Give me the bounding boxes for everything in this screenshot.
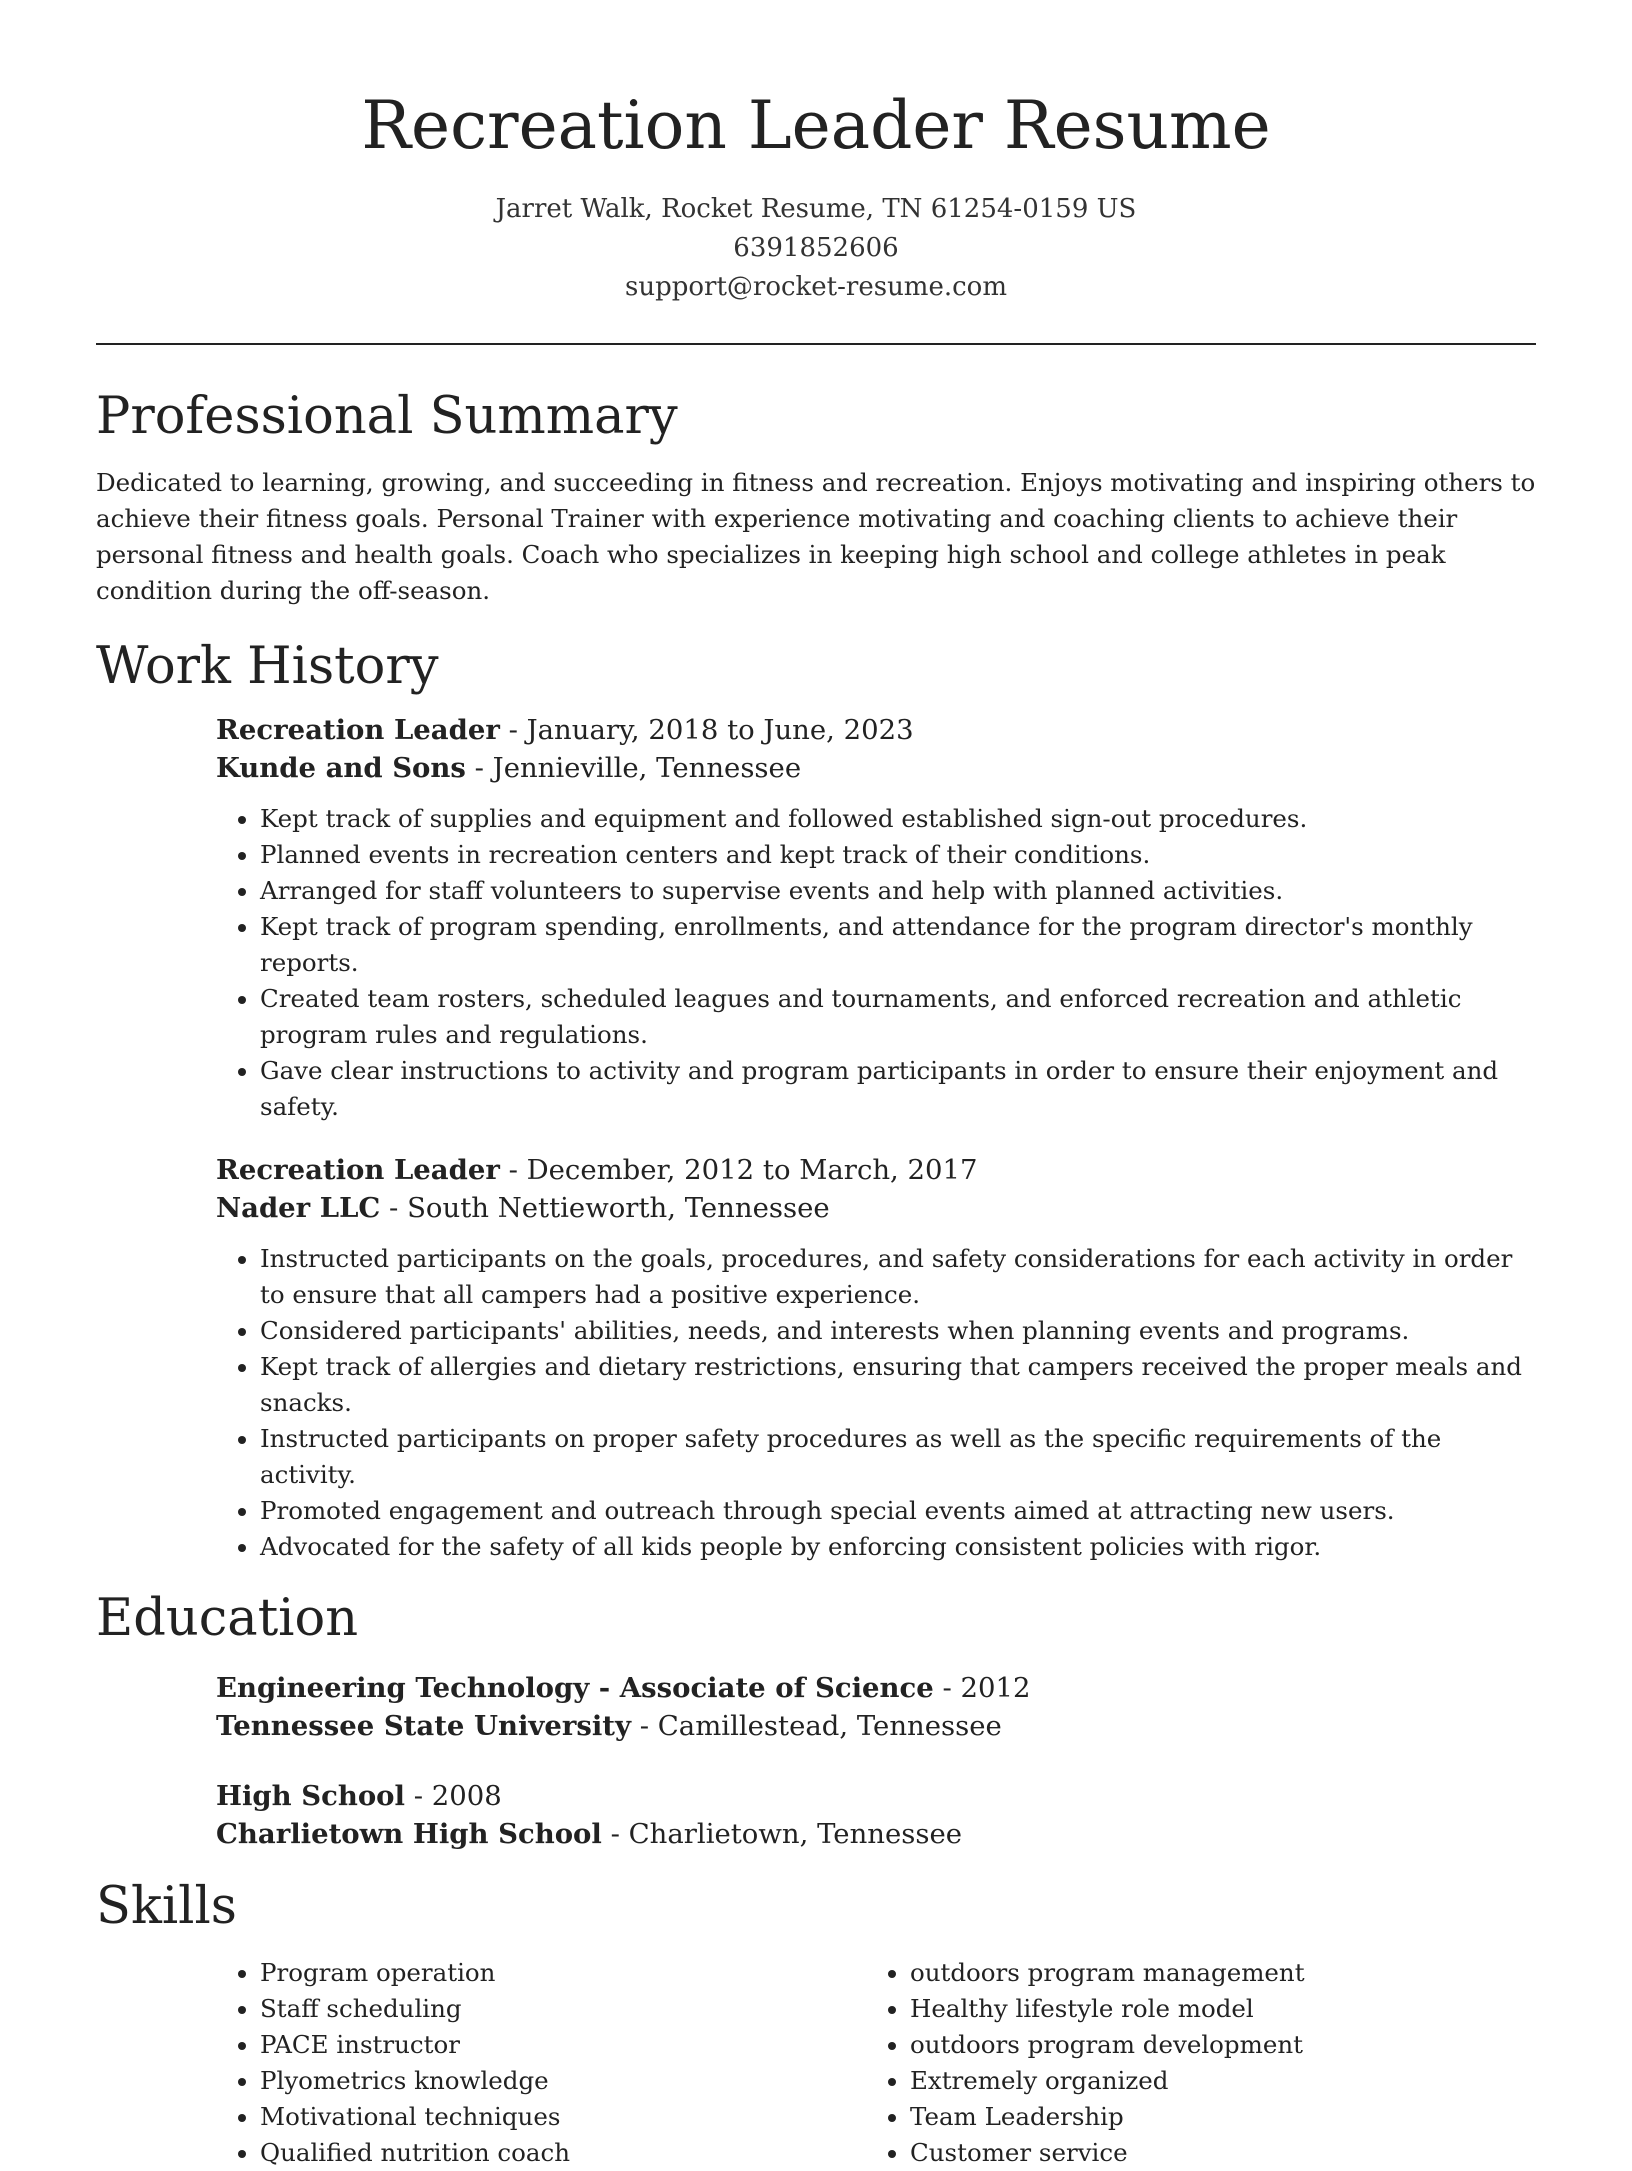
job-company: Kunde and Sons bbox=[216, 752, 466, 784]
education-location: - Camillestead, Tennessee bbox=[630, 1710, 1002, 1742]
education-year: - 2008 bbox=[404, 1780, 502, 1812]
skill-item: • Program operation bbox=[260, 1955, 866, 1991]
job-location: - South Nettieworth, Tennessee bbox=[380, 1192, 830, 1224]
work-history-section bbox=[96, 635, 1536, 1565]
skill-item: • Team Leadership bbox=[910, 2099, 1528, 2135]
skill-item: • Customer service bbox=[910, 2135, 1528, 2171]
job-bullet: • Planned events in recreation centers and kept track of their conditions. bbox=[260, 837, 1528, 873]
contact-block bbox=[96, 190, 1536, 307]
summary-text: Dedicated to learning, growing, and succeeding in fitness and recreation. Enjoys motivating and inspiring others to achieve their fitness goals. Personal Trainer with experience motivating and coaching clients to achieve their personal fitness and health goals. Coach who specializes in keeping high school and college athletes in peak condition during the off-season. bbox=[96, 468, 1536, 605]
skills-grid bbox=[216, 1955, 1528, 2171]
skill-item: • Extremely organized bbox=[910, 2063, 1528, 2099]
job-bullet: • Advocated for the safety of all kids people by enforcing consistent policies with rigor. bbox=[260, 1529, 1528, 1565]
job-dates: - December, 2012 to March, 2017 bbox=[499, 1154, 978, 1186]
education-degree-line bbox=[216, 1669, 1528, 1707]
education-school-line bbox=[216, 1815, 1528, 1853]
job-bullet: • Kept track of supplies and equipment and followed established sign-out procedures. bbox=[260, 801, 1528, 837]
job-entry bbox=[216, 1151, 1528, 1565]
job-company-line bbox=[216, 1189, 1528, 1227]
education-section bbox=[96, 1587, 1536, 1853]
education-degree-line bbox=[216, 1777, 1528, 1815]
job-bullet: • Kept track of allergies and dietary restrictions, ensuring that campers received the proper meals and snacks. bbox=[260, 1349, 1528, 1421]
job-bullet: • Gave clear instructions to activity and program participants in order to ensure their enjoyment and safety. bbox=[260, 1053, 1528, 1125]
education-field: Engineering Technology bbox=[216, 1672, 590, 1704]
skill-item: • Healthy lifestyle role model bbox=[910, 1991, 1528, 2027]
resume-header bbox=[96, 0, 1536, 307]
summary-heading: Professional Summary bbox=[96, 387, 678, 446]
job-bullet: • Instructed participants on proper safety procedures as well as the specific requirements of the activity. bbox=[260, 1421, 1528, 1493]
education-school-line bbox=[216, 1707, 1528, 1745]
education-location: - Charlietown, Tennessee bbox=[601, 1818, 963, 1850]
job-role: Recreation Leader bbox=[216, 714, 500, 746]
work-history-heading: Work History bbox=[96, 637, 439, 696]
job-bullet: • Kept track of program spending, enrollments, and attendance for the program director's monthly reports. bbox=[260, 909, 1528, 981]
skill-item: • Qualified nutrition coach bbox=[260, 2135, 866, 2171]
skills-column-right bbox=[866, 1955, 1528, 2171]
education-degree: High School bbox=[216, 1780, 405, 1812]
job-company: Nader LLC bbox=[216, 1192, 381, 1224]
job-title-line bbox=[216, 711, 1528, 749]
job-bullet: • Arranged for staff volunteers to supervise events and help with planned activities. bbox=[260, 873, 1528, 909]
education-degree: - Associate of Science bbox=[589, 1672, 934, 1704]
skills-section bbox=[96, 1875, 1536, 2171]
job-bullets bbox=[216, 801, 1528, 1125]
contact-address: Jarret Walk, Rocket Resume, TN 61254-0159 US bbox=[495, 194, 1137, 224]
job-title-line bbox=[216, 1151, 1528, 1189]
skill-item: • PACE instructor bbox=[260, 2027, 866, 2063]
job-bullets bbox=[216, 1241, 1528, 1565]
job-location: - Jennieville, Tennessee bbox=[465, 752, 802, 784]
contact-email: support@rocket-resume.com bbox=[624, 272, 1007, 302]
summary-section bbox=[96, 385, 1536, 609]
job-bullet: • Instructed participants on the goals, procedures, and safety considerations for each activity in order to ensure that all campers had a positive experience. bbox=[260, 1241, 1528, 1313]
resume-title: Recreation Leader Resume bbox=[361, 87, 1271, 164]
job-dates: - January, 2018 to June, 2023 bbox=[499, 714, 914, 746]
job-bullet: • Promoted engagement and outreach through special events aimed at attracting new users. bbox=[260, 1493, 1528, 1529]
contact-phone: 6391852606 bbox=[733, 233, 899, 263]
skills-heading: Skills bbox=[96, 1877, 237, 1936]
education-year: - 2012 bbox=[933, 1672, 1031, 1704]
skill-item: • Staff scheduling bbox=[260, 1991, 866, 2027]
skill-item: • outdoors program development bbox=[910, 2027, 1528, 2063]
skill-item: • outdoors program management bbox=[910, 1955, 1528, 1991]
education-school: Tennessee State University bbox=[216, 1710, 631, 1742]
job-bullet: • Considered participants' abilities, needs, and interests when planning events and programs. bbox=[260, 1313, 1528, 1349]
education-heading: Education bbox=[96, 1589, 359, 1648]
skill-item: • Plyometrics knowledge bbox=[260, 2063, 866, 2099]
job-role: Recreation Leader bbox=[216, 1154, 500, 1186]
job-entry bbox=[216, 711, 1528, 1125]
education-entry bbox=[216, 1777, 1528, 1853]
job-bullet: • Created team rosters, scheduled leagues and tournaments, and enforced recreation and athletic program rules and regulations. bbox=[260, 981, 1528, 1053]
skill-item: • Motivational techniques bbox=[260, 2099, 866, 2135]
education-entry bbox=[216, 1669, 1528, 1745]
education-school: Charlietown High School bbox=[216, 1818, 602, 1850]
skills-column-left bbox=[216, 1955, 866, 2171]
header-divider bbox=[96, 343, 1536, 345]
job-company-line bbox=[216, 749, 1528, 787]
